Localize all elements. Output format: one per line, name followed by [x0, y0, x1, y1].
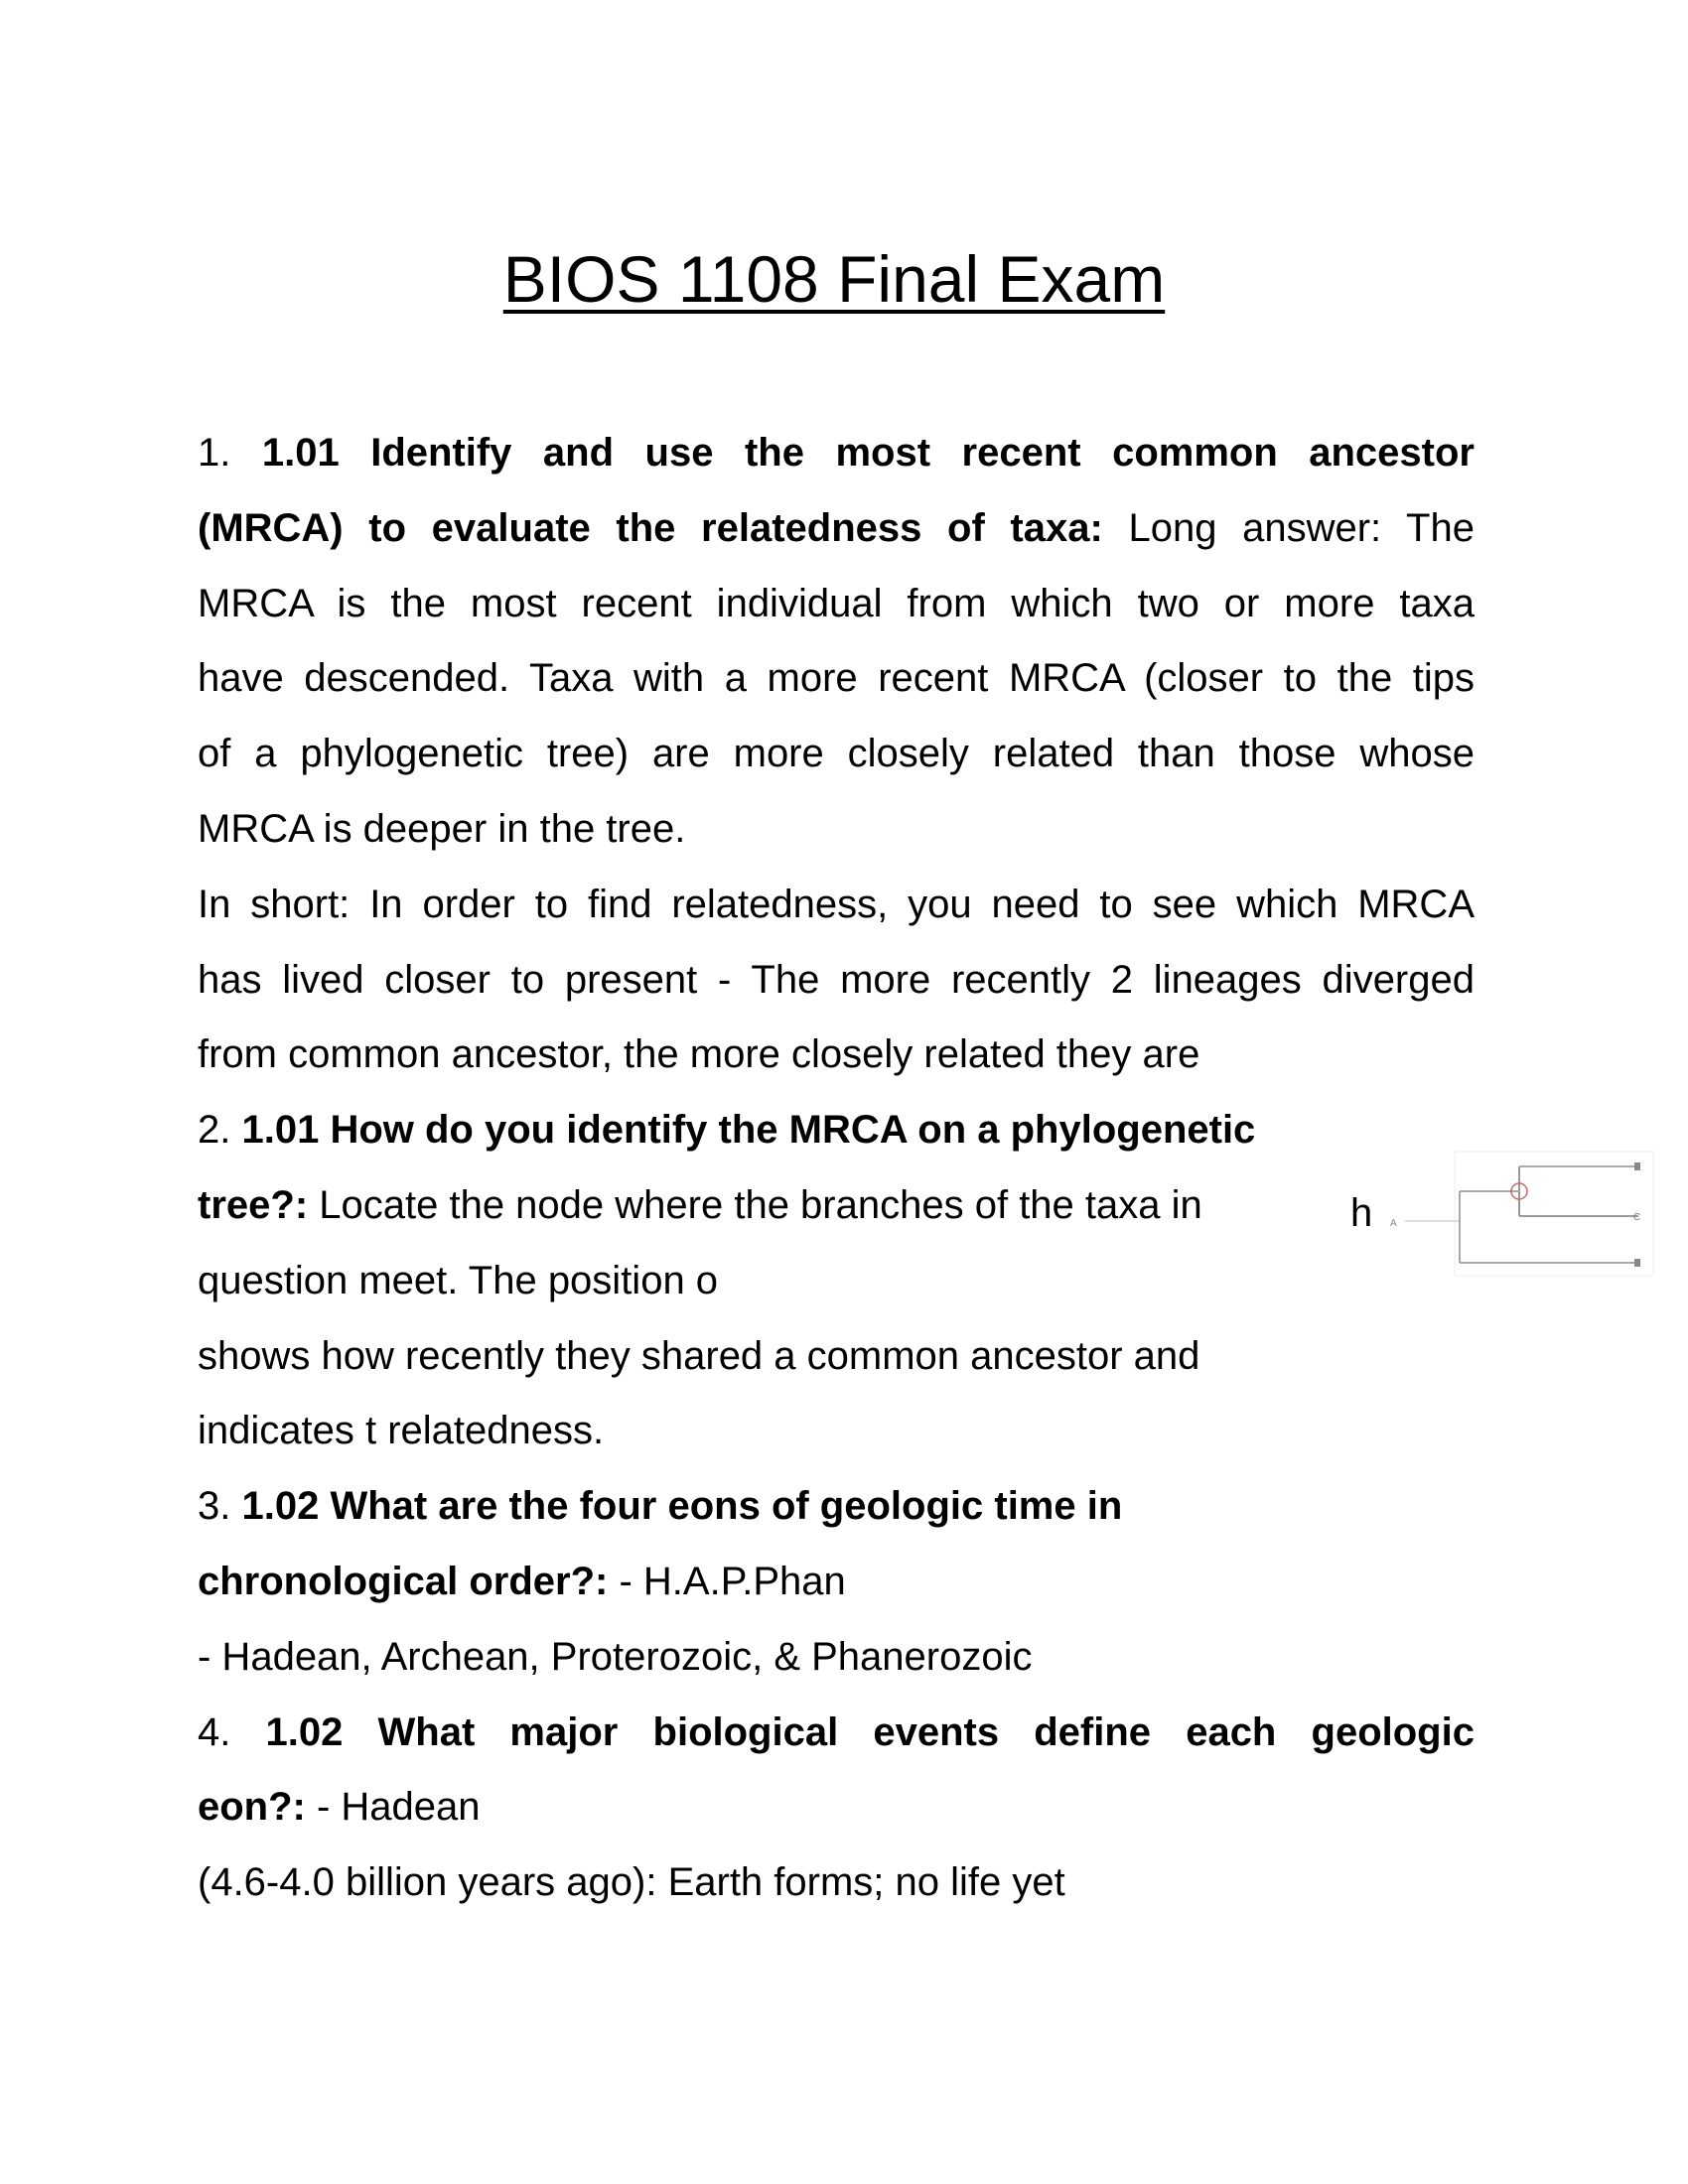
- question-text: tree?:: [198, 1182, 309, 1227]
- page-title: BIOS 1108 Final Exam: [502, 242, 1166, 316]
- text-line: [198, 1783, 1475, 1858]
- question-number: 2.: [198, 1108, 242, 1153]
- text-line: [198, 956, 1475, 1031]
- answer-text: question meet. The position o: [198, 1258, 719, 1302]
- text-line: [198, 504, 1475, 580]
- answer-text: - Hadean: [305, 1785, 481, 1830]
- answer-text: MRCA is the most recent individual from which two or more taxa: [198, 581, 1475, 625]
- phylogenetic-tree-figure: [1350, 1142, 1658, 1286]
- answer-text: Long answer: The: [1102, 505, 1475, 550]
- text-line: [198, 1332, 1475, 1408]
- answer-text: of a phylogenetic tree) are more closely related than those whose: [198, 732, 1475, 776]
- taxon-c-label: C: [1633, 1212, 1641, 1223]
- answer-text: have descended. Taxa with a more recent MRCA (closer to the tips: [198, 656, 1475, 701]
- question-text: eon?:: [198, 1785, 306, 1830]
- text-line: [198, 730, 1475, 805]
- text-line: [198, 1858, 1475, 1934]
- question-number: 4.: [198, 1709, 266, 1754]
- question-number: 3.: [198, 1484, 242, 1529]
- text-line: [198, 1106, 1475, 1181]
- text-line: [198, 881, 1475, 956]
- figure-frame: [1455, 1152, 1653, 1276]
- answer-text: from common ancestor, the more closely related they are: [198, 1032, 1200, 1077]
- answer-text: Locate the node where the branches of the taxa in: [308, 1182, 1202, 1227]
- answer-text: - Hadean, Archean, Proterozoic, & Phanerozoic: [198, 1634, 1033, 1679]
- answer-text: MRCA is deeper in the tree.: [198, 806, 686, 851]
- text-line: [198, 1181, 1475, 1257]
- taxon-a-label: A: [1390, 1218, 1397, 1229]
- text-line: [198, 429, 1475, 504]
- taxon-tip: [1634, 1259, 1640, 1267]
- text-line: [198, 1633, 1475, 1708]
- text-line: [198, 1708, 1475, 1784]
- text-line: [198, 805, 1475, 881]
- text-line: [198, 1482, 1475, 1558]
- text-line: [198, 580, 1475, 655]
- text-line: [198, 1558, 1475, 1633]
- answer-text: indicates t relatedness.: [198, 1409, 605, 1453]
- question-text: 1.02 What major biological events define each geologic: [265, 1709, 1475, 1754]
- question-text: 1.01 How do you identify the MRCA on a phylogenetic: [241, 1108, 1256, 1153]
- question-text: chronological order?:: [198, 1559, 609, 1603]
- answer-text: - H.A.P.Phan: [608, 1559, 846, 1603]
- exam-body: [198, 429, 1475, 1934]
- text-line: [198, 654, 1475, 730]
- answer-text: shows how recently they shared a common ancestor and: [198, 1333, 1200, 1378]
- question-text: 1.01 Identify and use the most recent common ancestor: [261, 431, 1475, 475]
- question-text: 1.02 What are the four eons of geologic time in: [241, 1484, 1123, 1529]
- text-line: [198, 1030, 1475, 1106]
- text-line: [198, 1257, 1475, 1332]
- question-number: 1.: [198, 431, 262, 475]
- answer-text: (4.6-4.0 billion years ago): Earth forms; no life yet: [198, 1860, 1065, 1905]
- answer-text: In short: In order to find relatedness, you need to see which MRCA: [198, 882, 1475, 926]
- taxon-tip: [1634, 1162, 1640, 1170]
- figure-label: h: [1350, 1191, 1373, 1235]
- answer-text: has lived closer to present - The more recently 2 lineages diverged: [198, 957, 1475, 1002]
- question-text: (MRCA) to evaluate the relatedness of taxa:: [198, 505, 1103, 550]
- text-line: [198, 1407, 1475, 1482]
